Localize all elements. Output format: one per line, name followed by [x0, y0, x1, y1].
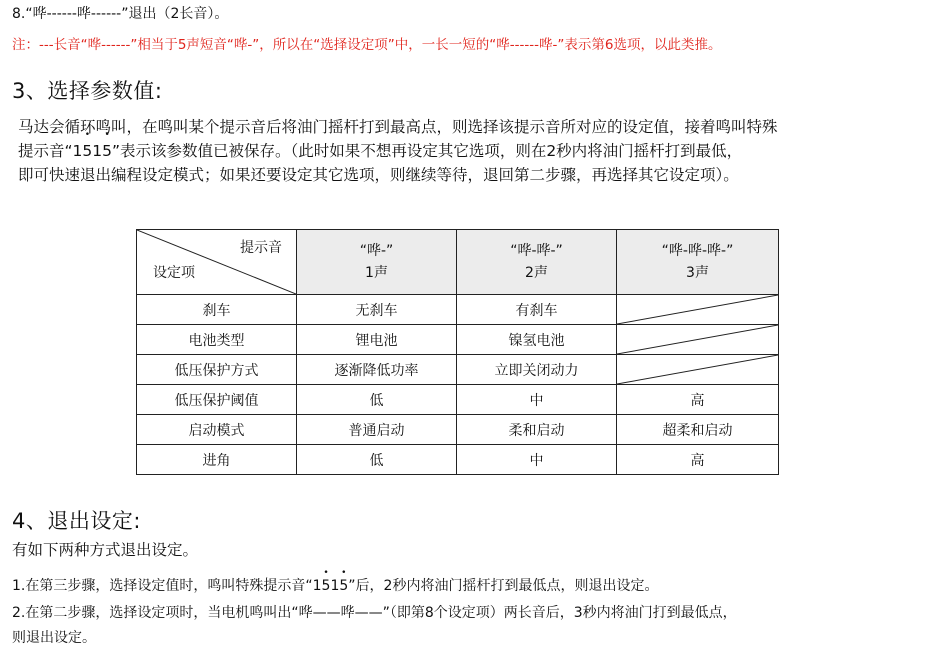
column-sound: “哗-”: [359, 243, 394, 259]
column-count: 3声: [686, 265, 709, 281]
table-header-row: [137, 230, 779, 295]
text-run: 1: [92, 142, 103, 160]
column-header-2: [457, 230, 617, 295]
dotted-digit: • 5: [339, 578, 348, 594]
section-4-intro: 有如下两种方式退出设定。: [12, 541, 199, 559]
column-sound: “哗-哗-哗-”: [661, 243, 734, 259]
table-cell: 低: [297, 385, 457, 415]
row-label: 低压保护阈值: [137, 385, 297, 415]
empty-cell-diagonal: [617, 295, 779, 325]
corner-label-item: 设定项: [153, 265, 195, 281]
item-8-text: 8.“哗------哗------”退出（2长音）。: [12, 6, 229, 22]
text-run: 提示音“1: [18, 142, 83, 160]
table-row: [137, 385, 779, 415]
column-header-3: [617, 230, 779, 295]
table-cell: 柔和启动: [457, 415, 617, 445]
dotted-digit: • 5: [82, 140, 92, 163]
exit-method-2-continued: 则退出设定。: [12, 630, 96, 646]
exit-method-2: 2.在第二步骤，选择设定项时，当电机鸣叫出“哗——哗——”（即第8个设定项）两长音后，3秒内将油门打到最低点，: [12, 605, 737, 621]
exit-method-1: [12, 575, 658, 595]
text-run: ”后，2秒内将油门摇杆打到最低点，则退出设定。: [348, 578, 659, 594]
table-row: [137, 445, 779, 475]
corner-label-sound: 提示音: [240, 240, 282, 256]
empty-cell-diagonal: [617, 325, 779, 355]
table-row: [137, 325, 779, 355]
table-cell: 有刹车: [457, 295, 617, 325]
column-header-1: [297, 230, 457, 295]
diagonal-line: [617, 355, 778, 384]
table-cell: 无刹车: [297, 295, 457, 325]
row-label: 刹车: [137, 295, 297, 325]
dotted-digit: • 5: [102, 140, 112, 163]
column-count: 1声: [365, 265, 388, 281]
table-cell: 逐渐降低功率: [297, 355, 457, 385]
table-cell: 低: [297, 445, 457, 475]
empty-cell-diagonal: [617, 355, 779, 385]
section-3-heading: 3、选择参数值:: [12, 79, 163, 103]
diagonal-line: [617, 325, 778, 354]
row-label: 低压保护方式: [137, 355, 297, 385]
table-cell: 镍氢电池: [457, 325, 617, 355]
table-cell: 中: [457, 445, 617, 475]
section-3-paragraph-line-1: 马达会循环鸣叫，在鸣叫某个提示音后将油门摇杆打到最高点，则选择该提示音所对应的设定值，接着鸣叫特殊: [18, 118, 778, 136]
note-text: 注：---长音“哗------”相当于5声短音“哗-”，所以在“选择设定项”中，一长一短的“哗------哗-”表示第6选项，以此类推。: [12, 37, 722, 53]
table-row: [137, 355, 779, 385]
section-3-paragraph-line-2: [18, 140, 742, 163]
table-cell: 超柔和启动: [617, 415, 779, 445]
table-cell: 立即关闭动力: [457, 355, 617, 385]
diagonal-line: [617, 295, 778, 324]
section-3-paragraph-line-3: 即可快速退出编程设定模式；如果还要设定其它选项，则继续等待，退回第二步骤，再选择其它设定项）。: [18, 166, 739, 184]
dotted-digit: • 5: [322, 578, 331, 594]
row-label: 电池类型: [137, 325, 297, 355]
table-cell: 中: [457, 385, 617, 415]
table-row: [137, 415, 779, 445]
row-label: 启动模式: [137, 415, 297, 445]
row-label: 进角: [137, 445, 297, 475]
parameter-table: [136, 229, 779, 475]
text-run: ”表示该参数值已被保存。（此时如果不想再设定其它选项，则在2秒内将油门摇杆打到最低，: [112, 142, 743, 160]
table-corner-cell: [137, 230, 297, 295]
table-cell: 高: [617, 445, 779, 475]
section-4-heading: 4、退出设定:: [12, 509, 141, 533]
text-run: 1.在第三步骤，选择设定值时，鸣叫特殊提示音“1: [12, 578, 322, 594]
column-count: 2声: [525, 265, 548, 281]
table-cell: 锂电池: [297, 325, 457, 355]
table-row: [137, 295, 779, 325]
column-sound: “哗-哗-”: [510, 243, 563, 259]
text-run: 1: [330, 578, 340, 594]
table-cell: 普通启动: [297, 415, 457, 445]
table-cell: 高: [617, 385, 779, 415]
